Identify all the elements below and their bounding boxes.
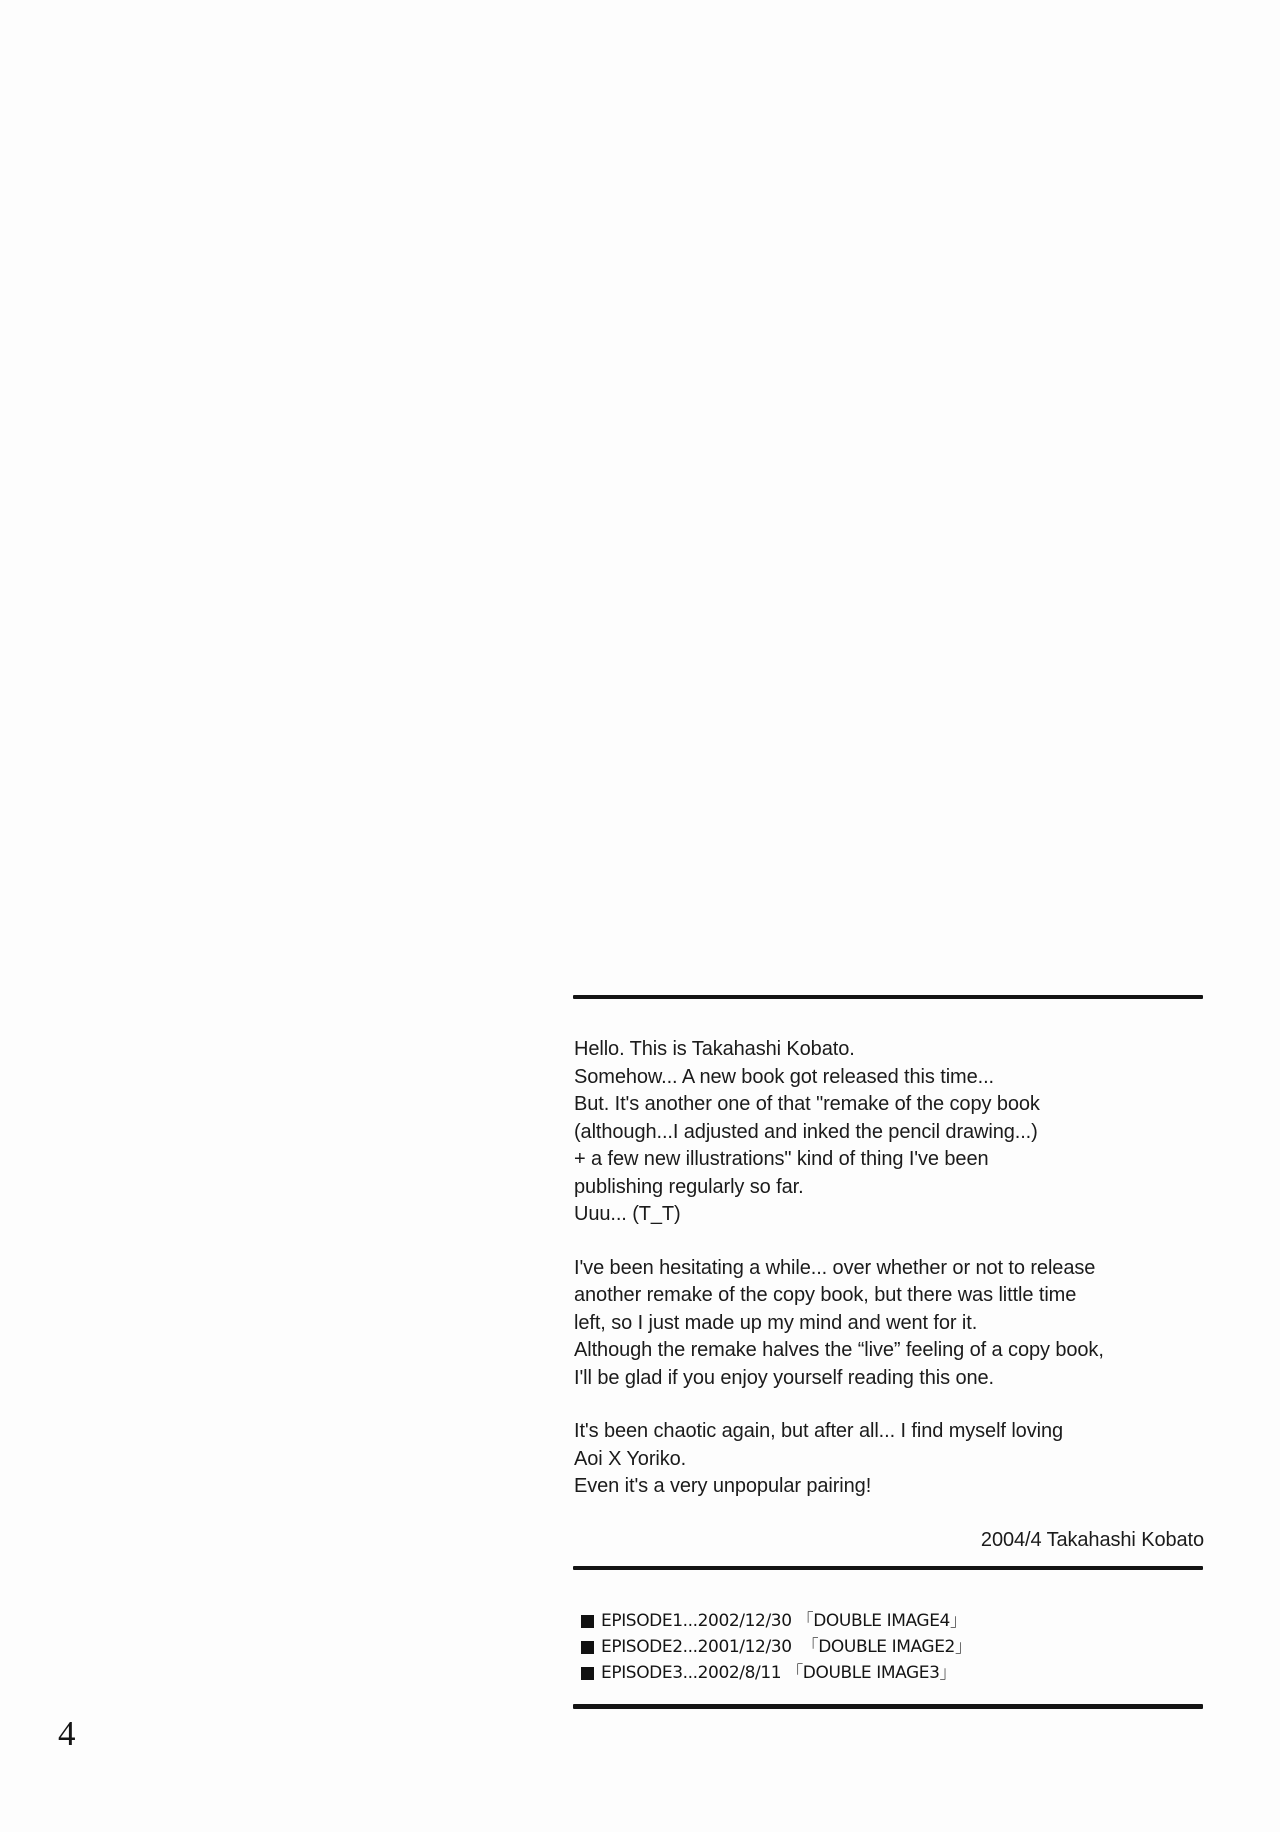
text-line: Even it's a very unpopular pairing! — [574, 1475, 872, 1497]
episode-list — [581, 1608, 972, 1686]
afterword-text-block — [574, 1036, 1206, 1554]
text-line: + a few new illustrations" kind of thing I've been — [574, 1148, 989, 1170]
text-line: Although the remake halves the “live” feeling of a copy book, — [574, 1339, 1104, 1361]
text-line: It's been chaotic again, but after all... I find myself loving — [574, 1420, 1063, 1442]
text-line: I'll be glad if you enjoy yourself reading this one. — [574, 1366, 994, 1389]
text-line: publishing regularly so far. — [574, 1175, 804, 1198]
paragraph-3 — [574, 1418, 1206, 1501]
bullet-square-icon — [581, 1667, 594, 1680]
episode-text: EPISODE3...2002/8/11 「DOUBLE IMAGE3」 — [601, 1663, 957, 1683]
episode-item — [581, 1634, 972, 1660]
text-line: Hello. This is Takahashi Kobato. — [574, 1038, 855, 1060]
paragraph-1 — [574, 1036, 1206, 1229]
divider-bottom — [573, 1704, 1203, 1709]
text-line: I've been hesitating a while... over whether or not to release — [574, 1256, 1096, 1279]
episode-item — [581, 1660, 972, 1686]
author-signature: 2004/4 Takahashi Kobato — [980, 1528, 1204, 1551]
bullet-square-icon — [581, 1615, 594, 1628]
divider-middle — [573, 1566, 1203, 1570]
text-line: Somehow... A new book got released this time... — [574, 1065, 994, 1088]
page-number: 4 — [58, 1714, 76, 1753]
text-line: another remake of the copy book, but there was little time — [574, 1284, 1077, 1306]
bullet-square-icon — [581, 1641, 594, 1654]
divider-top — [573, 995, 1203, 999]
episode-text: EPISODE1...2002/12/30 「DOUBLE IMAGE4」 — [601, 1611, 967, 1631]
text-line: Aoi X Yoriko. — [574, 1447, 687, 1470]
paragraph-2 — [574, 1255, 1206, 1393]
episode-text: EPISODE2...2001/12/30 「DOUBLE IMAGE2」 — [601, 1637, 972, 1657]
text-line: (although...I adjusted and inked the pencil drawing...) — [574, 1120, 1038, 1143]
text-line: left, so I just made up my mind and went for it. — [574, 1311, 978, 1334]
text-line: Uuu... (T_T) — [574, 1203, 681, 1225]
episode-item — [581, 1608, 972, 1634]
text-line: But. It's another one of that "remake of the copy book — [574, 1093, 1040, 1115]
